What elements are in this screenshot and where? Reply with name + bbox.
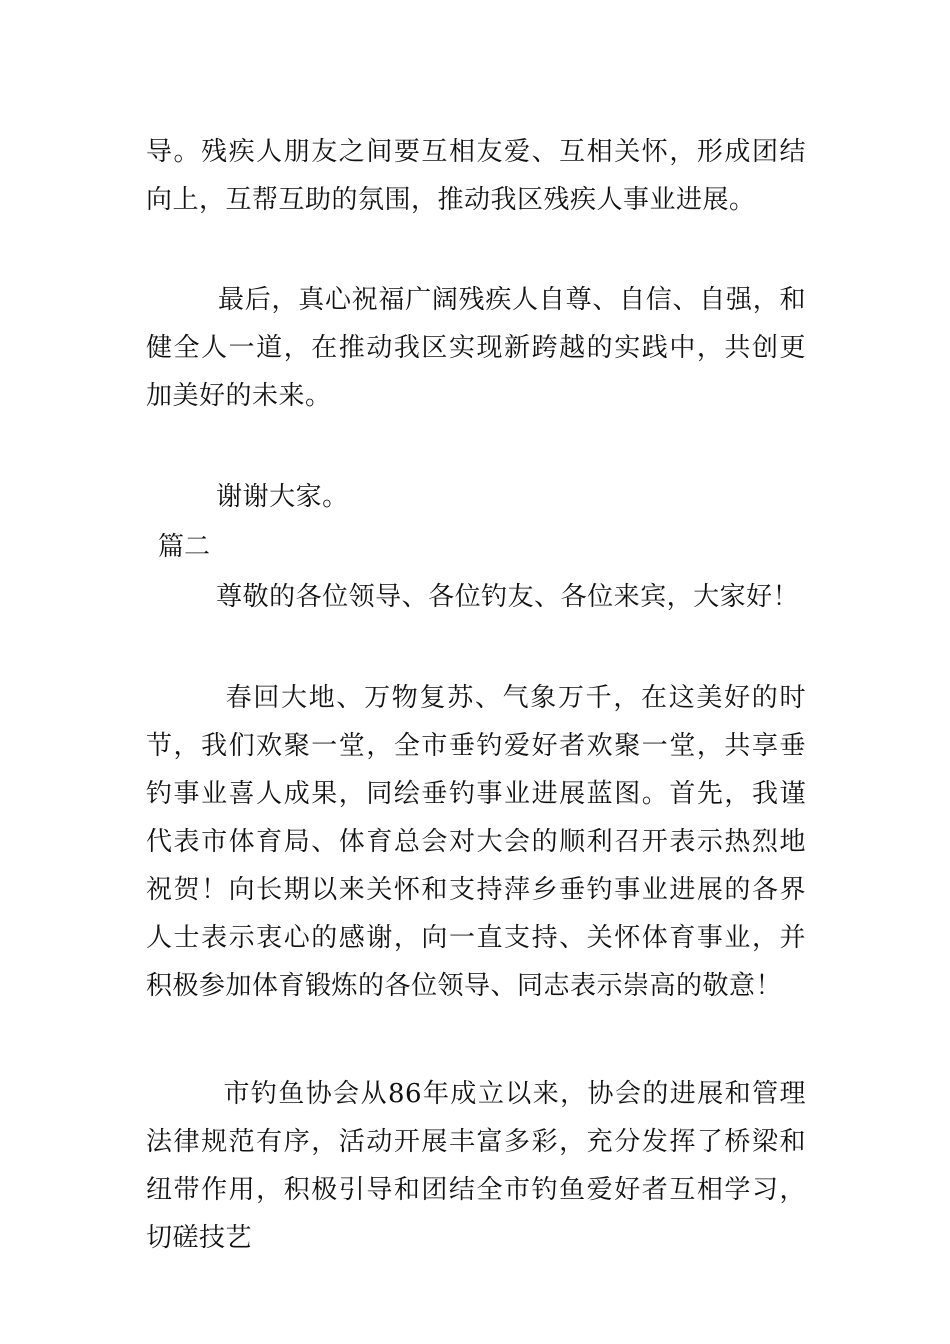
section-heading: 篇二 xyxy=(158,532,211,562)
paragraph-5: 春回大地、万物复苏、气象万千，在这美好的时节，我们欢聚一堂，全市垂钓爱好者欢聚一堂，共享垂钓事业喜人成果，同绘垂钓事业进展蓝图。首先，我谨代表市体育局、体育总会对大会的顺利召开表示热烈地祝贺！向长期以来关怀和支持萍乡垂钓事业进展的各界人士表示衷心的感谢，向一直支持、关怀体育事业，并积极参加体育锻炼的各位领导、同志表示崇高的敬意！ xyxy=(146,683,806,1001)
paragraph-3: 谢谢大家。 xyxy=(146,482,349,512)
paragraph-4: 尊敬的各位领导、各位钓友、各位来宾，大家好！ xyxy=(146,582,800,612)
paragraph-1: 导。残疾人朋友之间要互相友爱、互相关怀，形成团结向上，互帮互助的氛围，推动我区残疾人事业进展。 xyxy=(146,137,806,215)
paragraph-2: 最后，真心祝福广阔残疾人自尊、自信、自强，和健全人一道，在推动我区实现新跨越的实践中，共创更加美好的未来。 xyxy=(146,285,806,411)
paragraph-6: 市钓鱼协会从86年成立以来，协会的进展和管理法律规范有序，活动开展丰富多彩，充分发挥了桥梁和纽带作用，积极引导和团结全市钓鱼爱好者互相学习，切磋技艺 xyxy=(146,1079,806,1253)
